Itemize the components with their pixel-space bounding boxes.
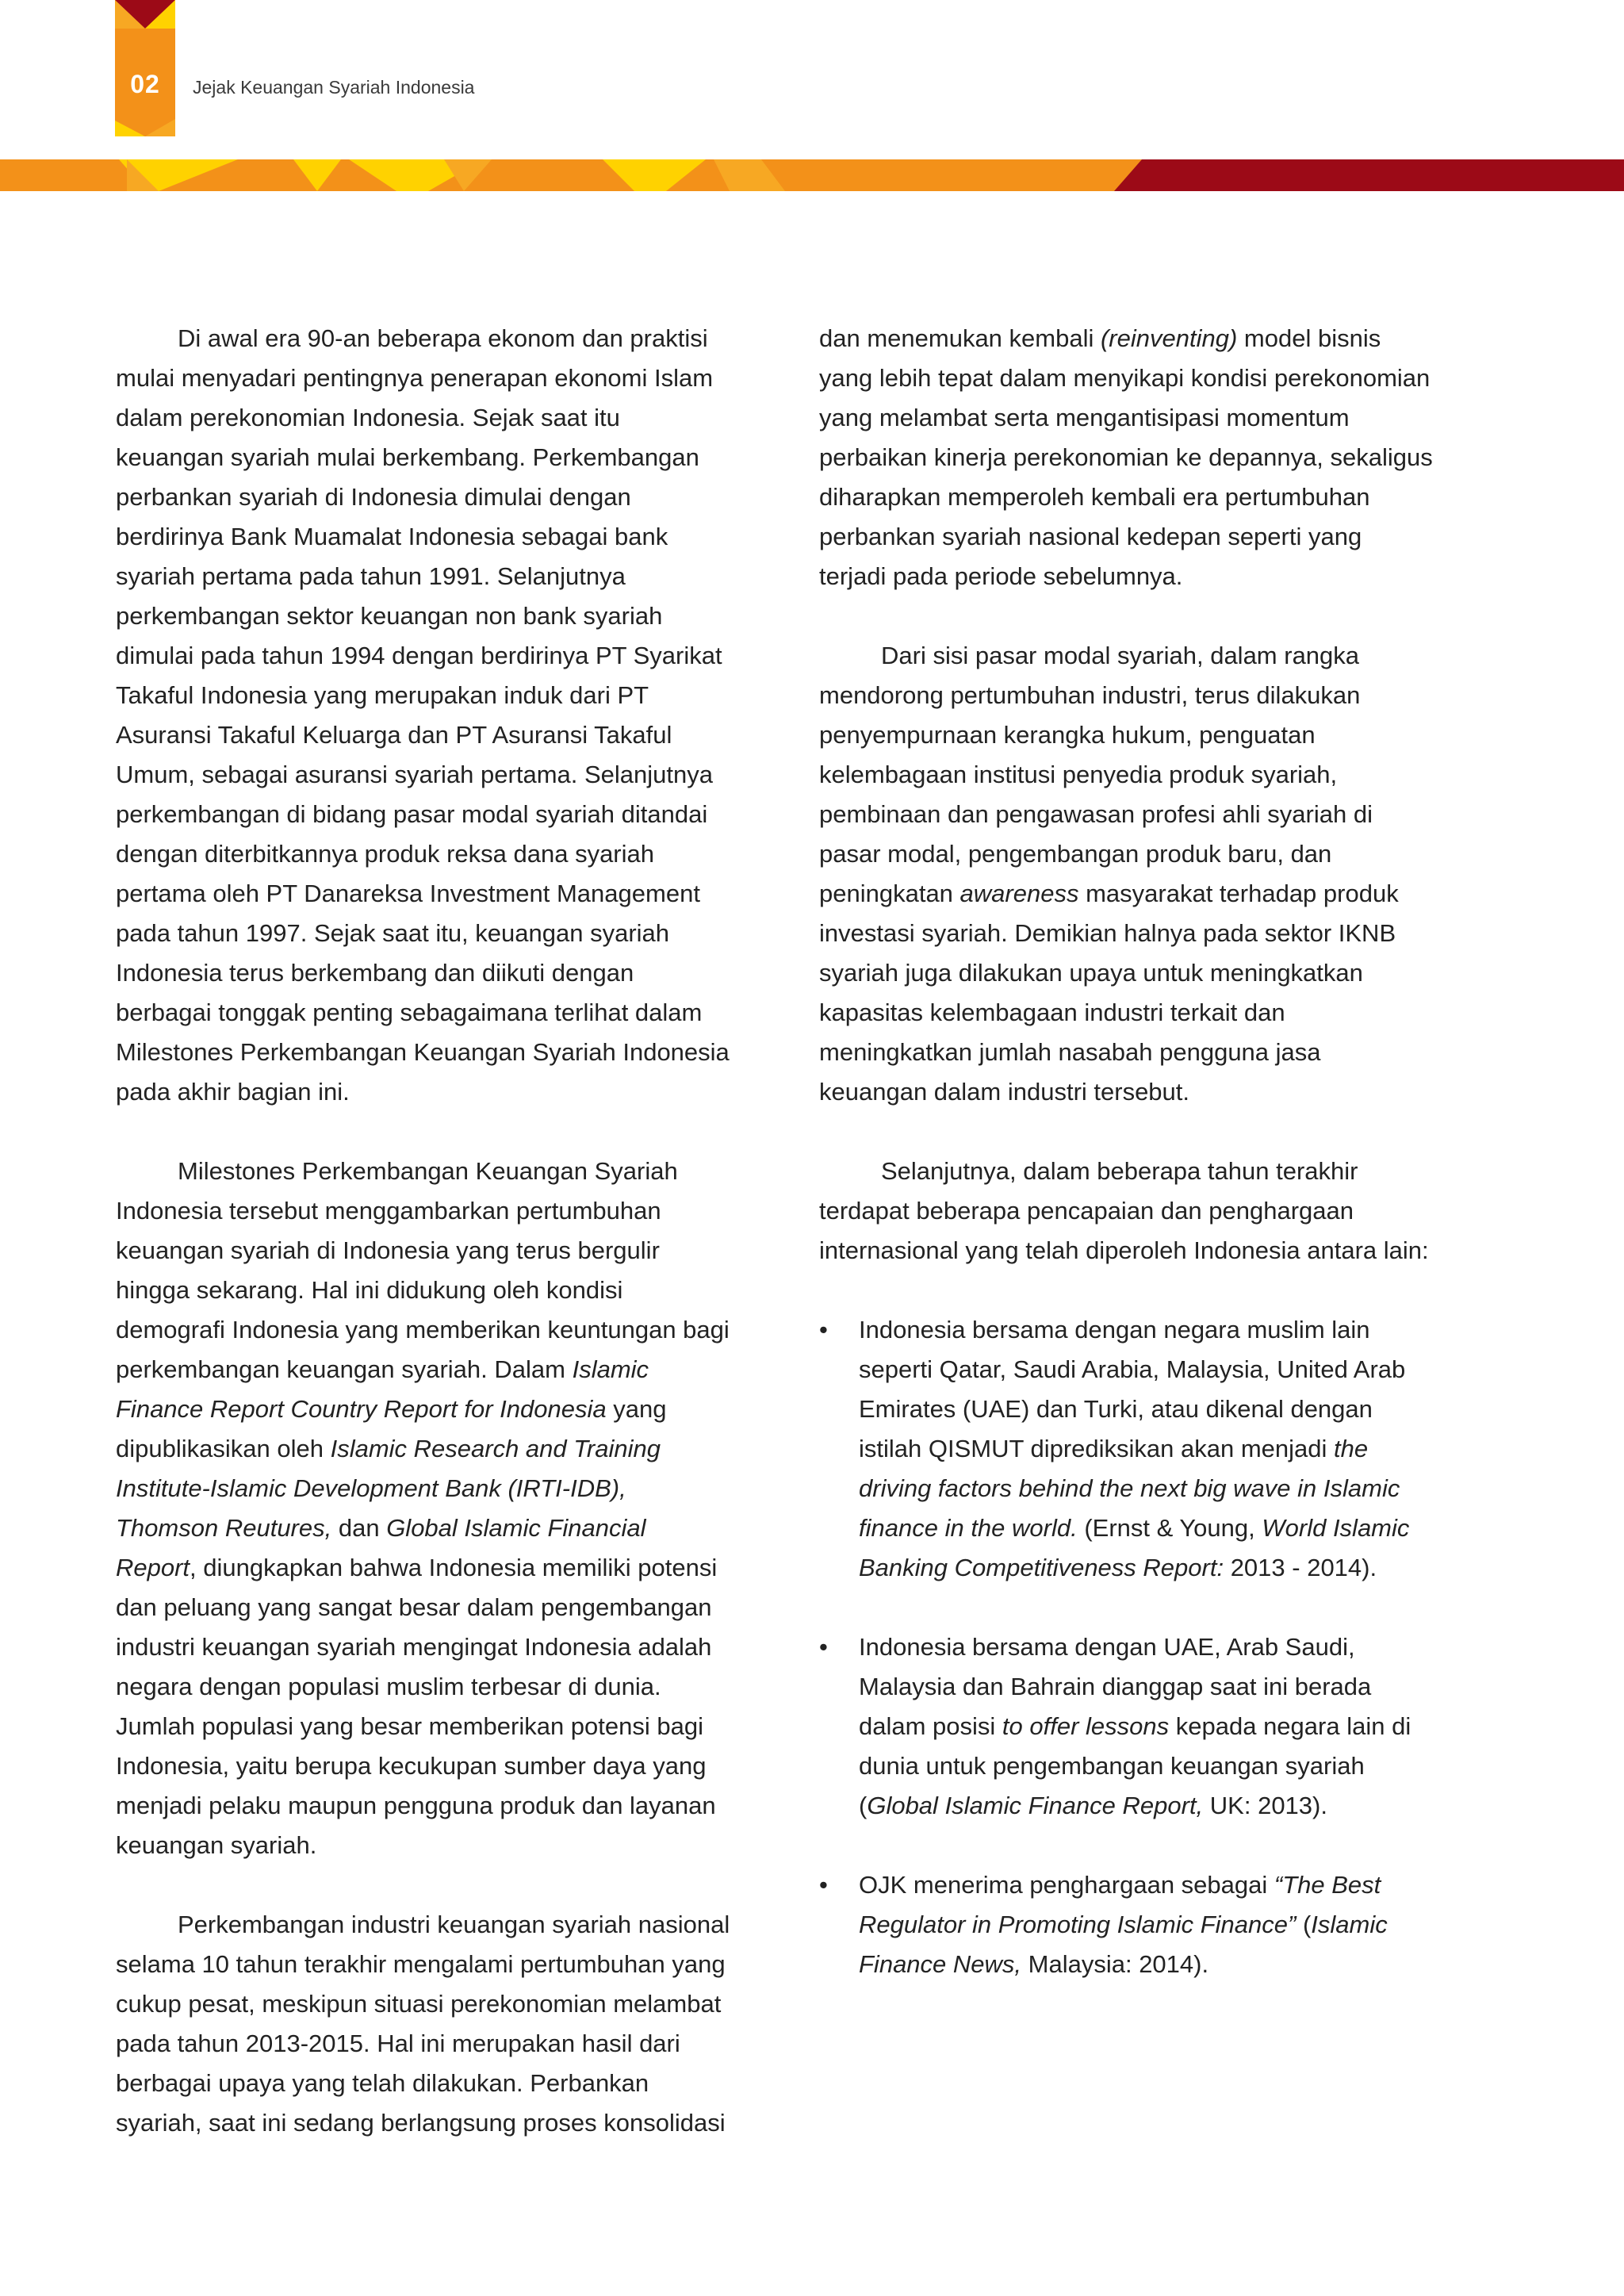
page-number: 02 — [130, 70, 160, 98]
achievements-list — [819, 1310, 1434, 1984]
left-column — [116, 319, 730, 2183]
right-paragraph-3: Selanjutnya, dalam beberapa tahun terakhir terdapat beberapa pencapaian dan penghargaan internasional yang telah diperoleh Indonesia antara lain: — [819, 1157, 1429, 1264]
list-item: • Indonesia bersama dengan negara muslim lain seperti Qatar, Saudi Arabia, Malaysia, United Arab Emirates (UAE) dan Turki, atau dikenal dengan istilah QISMUT diprediksikan akan menjadi the driving factors behind the next big wave in Islamic finance in the world. (Ernst & Young, World Islamic Banking Competitiveness Report: 2013 - 2014). — [819, 1310, 1434, 1588]
list-item: • Indonesia bersama dengan UAE, Arab Saudi, Malaysia dan Bahrain dianggap saat ini berada dalam posisi to offer lessons kepada negara lain di dunia untuk pengembangan keuangan syariah (Global Islamic Finance Report, UK: 2013). — [819, 1627, 1434, 1826]
list-item: • OJK menerima penghargaan sebagai “The Best Regulator in Promoting Islamic Finance” (Islamic Finance News, Malaysia: 2014). — [819, 1865, 1434, 1984]
bullet-icon: • — [819, 1871, 828, 1899]
right-paragraph-2: Dari sisi pasar modal syariah, dalam rangka mendorong pertumbuhan industri, terus dilakukan penyempurnaan kerangka hukum, penguatan kelembagaan institusi penyedia produk syariah, pembinaan dan pengawasan profesi ahli syariah di pasar modal, pengembangan produk baru, dan peningkatan awareness masyarakat terhadap produk investasi syariah. Demikian halnya pada sektor IKNB syariah juga dilakukan upaya untuk meningkatkan kapasitas kelembagaan industri terkait dan meningkatkan jumlah nasabah pengguna jasa keuangan dalam industri tersebut. — [819, 642, 1399, 1106]
running-title: Jejak Keuangan Syariah Indonesia — [193, 77, 475, 98]
bullet-icon: • — [819, 1316, 828, 1343]
tab-decoration — [115, 0, 175, 136]
page-number-tab — [115, 0, 175, 136]
bullet-icon: • — [819, 1633, 828, 1661]
header-color-band — [0, 159, 1624, 191]
right-paragraph-1: dan menemukan kembali (reinventing) model bisnis yang lebih tepat dalam menyikapi kondisi perekonomian yang melambat serta mengantisipasi momentum perbaikan kinerja perekonomian ke depannya, sekaligus diharapkan memperoleh kembali era pertumbuhan perbankan syariah nasional kedepan seperti yang terjadi pada periode sebelumnya. — [819, 324, 1433, 590]
left-paragraph-3: Perkembangan industri keuangan syariah nasional selama 10 tahun terakhir mengalami pertumbuhan yang cukup pesat, meskipun situasi perekonomian melambat pada tahun 2013-2015. Hal ini merupakan hasil dari berbagai upaya yang telah dilakukan. Perbankan syariah, saat ini sedang berlangsung proses konsolidasi — [116, 1911, 730, 2137]
left-paragraph-1: Di awal era 90-an beberapa ekonom dan praktisi mulai menyadari pentingnya penerapan ekonomi Islam dalam perekonomian Indonesia. Sejak saat itu keuangan syariah mulai berkembang. Perkembangan perbankan syariah di Indonesia dimulai dengan berdirinya Bank Muamalat Indonesia sebagai bank syariah pertama pada tahun 1991. Selanjutnya perkembangan sektor keuangan non bank syariah dimulai pada tahun 1994 dengan berdirinya PT Syarikat Takaful Indonesia yang merupakan induk dari PT Asuransi Takaful Keluarga dan PT Asuransi Takaful Umum, sebagai asuransi syariah pertama. Selanjutnya perkembangan di bidang pasar modal syariah ditandai dengan diterbitkannya produk reksa dana syariah pertama oleh PT Danareksa Investment Management pada tahun 1997. Sejak saat itu, keuangan syariah Indonesia terus berkembang dan diikuti dengan berbagai tonggak penting sebagaimana terlihat dalam Milestones Perkembangan Keuangan Syariah Indonesia pada akhir bagian ini. — [116, 324, 730, 1106]
left-paragraph-2: Milestones Perkembangan Keuangan Syariah Indonesia tersebut menggambarkan pertumbuhan keuangan syariah di Indonesia yang terus bergulir hingga sekarang. Hal ini didukung oleh kondisi demografi Indonesia yang memberikan keuntungan bagi perkembangan keuangan syariah. Dalam Islamic Finance Report Country Report for Indonesia yang dipublikasikan oleh Islamic Research and Training Institute-Islamic Development Bank (IRTI-IDB), Thomson Reutures, dan Global Islamic Financial Report, diungkapkan bahwa Indonesia memiliki potensi dan peluang yang sangat besar dalam pengembangan industri keuangan syariah mengingat Indonesia adalah negara dengan populasi muslim terbesar di dunia. Jumlah populasi yang besar memberikan potensi bagi Indonesia, yaitu berupa kecukupan sumber daya yang menjadi pelaku maupun pengguna produk dan layanan keuangan syariah. — [116, 1157, 730, 1859]
right-column — [819, 319, 1434, 2024]
